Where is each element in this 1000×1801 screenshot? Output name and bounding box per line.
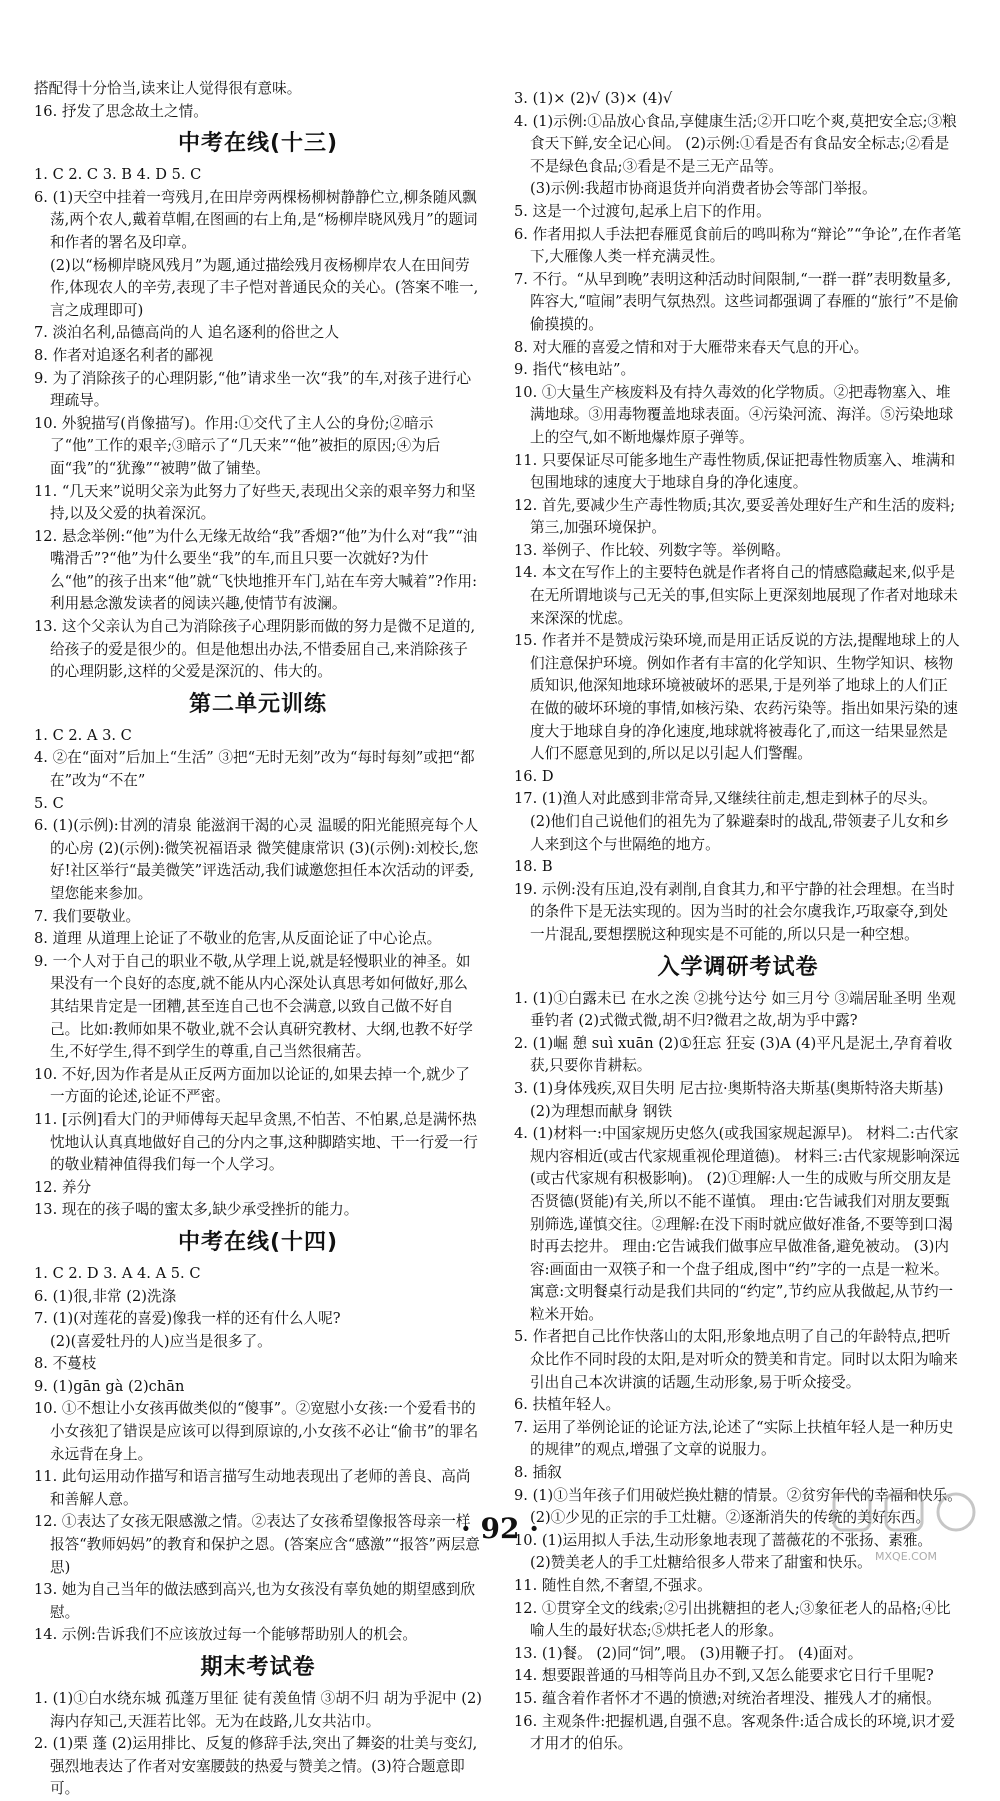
answer-line: 14. 想要跟普通的马相等尚且办不到,又怎么能要求它日行千里呢?: [514, 1667, 934, 1685]
answer-line: 13. 这个父亲认为自己为消除孩子心理阴影而做的努力是微不足道的,给孩子的爱是很少的。但是他想出办法,不惜委屈自己,来消除孩子的心理阴影,这样的父爱是深沉的、伟大的。: [34, 618, 476, 681]
section-title-unit2: 第二单元训练: [188, 691, 327, 717]
answer-line: 10. ①不想让小女孩再做类似的“傻事”。②宽慰小女孩:一个爱看书的小女孩犯了错误是应该可以得到原谅的,小女孩不必让“偷书”的罪名永远背在身上。: [34, 1400, 479, 1463]
watermark-logo: [828, 1490, 983, 1570]
answer-line: (2)赞美老人的手工灶糖给很多人带来了甜蜜和快乐。: [530, 1554, 872, 1572]
answer-line: (2)以“杨柳岸晓风残月”为题,通过描绘残月夜杨柳岸农人在田间劳作,体现农人的辛劳,表现了丰子恺对普通民众的关心。(答案不唯一,言之成理即可): [50, 256, 479, 319]
section-title-zhongkao-14: 中考在线(十四): [177, 1229, 339, 1255]
answer-line: 7. 不行。“从早到晚”表明这种活动时间限制,“一群一群”表明数量多,阵容大,“喧闹”表明气氛热烈。这些词都强调了春雁的“旅行”不是偷偷摸摸的。: [514, 270, 959, 333]
answer-line: 12. 养分: [34, 1178, 92, 1196]
answer-line: 4. ②在“面对”后加上“生活” ③把“无时无刻”改为“每时每刻”或把“都在”改为“不在”: [34, 749, 475, 790]
answer-line: 7. 运用了举例论证的论证方法,论述了“实际上扶植年轻人是一种历史的规律”的观点,增强了文章的说服力。: [514, 1418, 954, 1459]
answer-line: 7. 我们要敬业。: [34, 907, 141, 925]
answer-line: 11. 只要保证尽可能多地生产毒性物质,保证把毒性物质塞入、堆满和包围地球的速度大于地球自身的净化速度。: [514, 451, 956, 492]
answer-line: 1. C 2. D 3. A 4. A 5. C: [34, 1264, 201, 1282]
answer-line: 9. (1)①当年孩子们用破烂换灶糖的情景。②贫穷年代的幸福和快乐。 (2)①少见的正宗的手工灶糖。②逐渐消失的传统的美好东西。: [514, 1486, 962, 1527]
answer-line: 搭配得十分恰当,读来让人觉得很有意味。: [34, 80, 302, 97]
answer-line: 13. 举例子、作比较、列数字等。举例略。: [514, 541, 790, 559]
answer-line: 6. 作者用拟人手法把春雁觅食前后的鸣叫称为“辩论”“争论”,在作者笔下,大雁像人类一样充满灵性。: [514, 225, 962, 266]
page-number: · 92 ·: [461, 1512, 539, 1545]
answer-line: 18. B: [514, 858, 553, 876]
answer-line: 8. 插叙: [514, 1464, 562, 1482]
answer-line: 3. (1)× (2)√ (3)× (4)√: [514, 90, 673, 107]
answer-line: 9. 一个人对于自己的职业不敬,从学理上说,就是轻慢职业的神圣。如果没有一个良好的态度,就不能从内心深处认真思考如何做好,那么其结果肯定是一团糟,甚至连自己也不会满意,以致自己做不好自己。比如:教师如果不敬业,就不会认真研究教材、大纲,也教不好学生,不好学生,得不到学生的尊重,自己当然很痛苦。: [34, 952, 473, 1061]
answer-line: 6. (1)天空中挂着一弯残月,在田岸旁两棵杨柳树静静伫立,柳条随风飘荡,两个农人,戴着草帽,在图画的右上角,是“杨柳岸晓风残月”的题词和作者的署名及印章。: [34, 188, 478, 251]
answer-line: 5. 作者把自己比作快落山的太阳,形象地点明了自己的年龄特点,把听众比作不同时段的太阳,是对听众的赞美和肯定。同时以太阳为喻来引出自己本次讲演的话题,生动形象,易于听众接受。: [514, 1328, 958, 1391]
answer-line: 11. [示例]看大门的尹师傅每天起早贪黑,不怕苦、不怕累,总是满怀热忱地认认真真地做好自己的分内之事,这种脚踏实地、干一行爱一行的敬业精神值得我们每一个人学习。: [34, 1110, 478, 1174]
answer-line: 12. 首先,要减少生产毒性物质;其次,要妥善处理好生产和生活的废料;第三,加强环境保护。: [514, 496, 955, 537]
answer-line: 1. C 2. A 3. C: [34, 726, 132, 744]
answer-line: 13. 现在的孩子喝的蜜太多,缺少承受挫折的能力。: [34, 1201, 359, 1219]
answer-line: 2. (1)崛 憩 suì xuān (2)①狂忘 狂妄 (3)A (4)平凡是泥土,孕育着收获,只要你肯耕耘。: [514, 1034, 953, 1075]
answer-line: 9. 指代“核电站”。: [514, 361, 636, 379]
answer-line: 10. 不好,因为作者是从正反两方面加以论证的,如果去掉一个,就少了一方面的论述,论证不严密。: [34, 1065, 470, 1106]
answer-line: 17. (1)渔人对此感到非常奇异,又继续往前走,想走到林子的尽头。: [514, 790, 937, 808]
answer-line: 6. (1)(示例):甘冽的清泉 能滋润干渴的心灵 温暖的阳光能照亮每个人的心房 (2)(示例):微笑祝福语录 微笑健康常识 (3)(示例):刘校长,您好!社区举行“最美微笑”评选活动,我们诚邀您担任本次活动的评委,望您能来参加。: [34, 817, 479, 902]
answer-line: 8. 道理 从道理上论证了不敬业的危害,从反面论证了中心论点。: [34, 930, 442, 948]
answer-line: 5. 这是一个过渡句,起承上启下的作用。: [514, 202, 771, 220]
answer-line: 16. D: [514, 767, 554, 785]
answer-line: 11. 此句运用动作描写和语言描写生动地表现出了老师的善良、高尚和善解人意。: [34, 1468, 471, 1508]
answer-line: 16. 主观条件:把握机遇,自强不息。客观条件:适合成长的环境,识才爱才用才的伯乐。: [514, 1712, 955, 1753]
answer-line: (2)他们自己说他们的祖先为了躲避秦时的战乱,带领妻子儿女和乡人来到这个与世隔绝的地方。: [530, 813, 950, 853]
answer-line: 9. (1)gān gà (2)chān: [34, 1377, 185, 1395]
answer-line: 3. (1)身体残疾,双目失明 尼古拉·奥斯特洛夫斯基(奥斯特洛夫斯基) (2)为理想而献身 钢铁: [514, 1079, 944, 1120]
answer-line: 4. (1)材料一:中国家规历史悠久(或我国家规起源早)。 材料二:古代家规内容相近(或古代家规重视伦理道德)。 材料三:古代家规影响深远(或古代家规有积极影响)。 (2)①理解:人一生的成败与所交朋友是否贤德(贤能)有关,所以不能不谨慎。 理由:它告诫我们对朋友要甄别筛选,谨慎交往。②理解:在没下雨时就应做好准备,不要等到口渴时再去挖井。 理由:它告诫我们做事应早做准备,避免被动。 (3)内容:画面由一双筷子和一个盘子组成,图中“约”字的一点是一粒米。 寓意:文明餐桌行动是我们共同的“约定”,节约应从我做起,从节约一粒米开始。: [514, 1125, 960, 1323]
answer-line: 4. (1)示例:①品放心食品,享健康生活;②开口吃个爽,莫把安全忘;③粮食天下鲜,安全记心间。 (2)示例:①看是否有食品安全标志;②看是不是绿色食品;③看是不是三无产品等。: [514, 112, 957, 175]
answer-line: 1. (1)①白水绕东城 孤蓬万里征 徒有羡鱼情 ③胡不归 胡为乎泥中 (2)海内存知己,天涯若比邻。无为在歧路,儿女共沾巾。: [34, 1690, 482, 1730]
answer-line: 15. 作者并不是赞成污染环境,而是用正话反说的方法,提醒地球上的人们注意保护环境。例如作者有丰富的化学知识、生物学知识、核物质知识,他深知地球环境被破坏的恶果,于是列举了地球上的人们正在做的破坏环境的事情,如核污染、农药污染等。指出如果污染的速度大于地球自身的净化速度,地球就将被毒化了,而这一结果显然是人们不愿意见到的,所以足以引起人们警醒。: [514, 632, 960, 763]
answer-line: 6. (1)很,非常 (2)洗涤: [34, 1287, 177, 1305]
answer-line: 13. 她为自己当年的做法感到高兴,也为女孩没有辜负她的期望感到欣慰。: [34, 1581, 476, 1621]
answer-line: (3)示例:我超市协商退货并向消费者协会等部门举报。: [530, 180, 877, 198]
answer-line: 9. 为了消除孩子的心理阴影,“他”请求坐一次“我”的车,对孩子进行心理疏导。: [34, 369, 472, 410]
answer-line: 12. ①贯穿全文的线索;②引出挑糖担的老人;③象征老人的品格;④比喻人生的最好状态;⑤烘托老人的形象。: [514, 1599, 951, 1640]
answer-line: 10. ①大量生产核废料及有持久毒效的化学物质。②把毒物塞入、堆满地球。③用毒物覆盖地球表面。④污染河流、海洋。⑤污染地球上的空气,如不断地爆炸原子弹等。: [514, 383, 954, 446]
answer-line: 14. 示例:告诉我们不应该放过每一个能够帮助别人的机会。: [34, 1626, 418, 1644]
answer-line: 7. 淡泊名利,品德高尚的人 追名逐利的俗世之人: [34, 324, 340, 342]
answer-line: 19. 示例:没有压迫,没有剥削,自食其力,和平宁静的社会理想。在当时的条件下是无法实现的。因为当时的社会尔虞我诈,巧取豪夺,到处一片混乱,要想摆脱这种现实是不可能的,所以只是一种空想。: [514, 880, 955, 943]
answer-line: 6. 扶植年轻人。: [514, 1396, 621, 1414]
answer-line: 11. 随性自然,不奢望,不强求。: [514, 1577, 712, 1594]
answer-line: 2. (1)栗 蓬 (2)运用排比、反复的修辞手法,突出了舞姿的壮美与变幻,强烈地表达了作者对安塞腰鼓的热爱与赞美之情。(3)符合题意即可。: [34, 1735, 478, 1798]
answer-line: 14. 本文在写作上的主要特色就是作者将自己的情感隐藏起来,似乎是在无所谓地谈与己无关的事,但实际上更深刻地展现了作者对地球未来深深的忧虑。: [514, 564, 958, 627]
answer-line: 8. 作者对追逐名利者的鄙视: [34, 346, 214, 364]
answer-line: 12. 悬念举例:“他”为什么无缘无故给“我”香烟?“他”为什么对“我”“油嘴滑舌”?“他”为什么要坐“我”的车,而且只要一次就好?为什么“他”的孩子出来“他”就“飞快地推开车门,站在车旁大喊着”?作用:利用悬念激发读者的阅读兴趣,使情节有波澜。: [34, 527, 478, 613]
answer-line: 13. (1)餐。 (2)同“饲”,喂。 (3)用鞭子打。 (4)面对。: [514, 1644, 863, 1662]
answer-line: 15. 蕴含着作者怀才不遇的愤懑;对统治者埋没、摧残人才的痛恨。: [514, 1689, 941, 1707]
answer-line: 11. “几天来”说明父亲为此努力了好些天,表现出父亲的艰辛努力和坚持,以及父爱的执着深沉。: [34, 482, 476, 523]
answer-line: 10. (1)运用拟人手法,生动形象地表现了蔷薇花的不张扬、素雅。: [514, 1531, 933, 1549]
answer-line: 16. 抒发了思念故土之情。: [34, 102, 208, 120]
answer-line: 1. C 2. C 3. B 4. D 5. C: [34, 166, 202, 184]
answer-line: 10. 外貌描写(肖像描写)。作用:①交代了主人公的身份;②暗示了“他”工作的艰辛;③暗示了“几天来”“他”被拒的原因;④为后面“我”的“犹豫”“被聘”做了铺垫。: [34, 414, 441, 477]
answer-line: (2)(喜爱牡丹的人)应当是很多了。: [50, 1332, 272, 1350]
section-title-final-exam: 期末考试卷: [200, 1655, 316, 1680]
answer-line: 5. C: [34, 794, 64, 812]
watermark-text: MXQE.COM: [875, 1550, 937, 1563]
section-title-zhongkao-13: 中考在线(十三): [177, 131, 339, 157]
section-title-entrance-exam: 入学调研考试卷: [657, 954, 819, 980]
answer-line: 12. ①表达了女孩无限感激之情。②表达了女孩希望像报答母亲一样报答“教师妈妈”的教育和保护之恩。(答案应含“感激”“报答”两层意思): [34, 1513, 480, 1576]
answer-line: 7. (1)(对莲花的喜爱)像我一样的还有什么人呢?: [34, 1310, 341, 1328]
answer-line: 8. 对大雁的喜爱之情和对于大雁带来春天气息的开心。: [514, 338, 869, 356]
answer-line: 1. (1)①白露未已 在水之涘 ②挑兮达兮 如三月兮 ③端居耻圣明 坐观垂钓者 (2)式微式微,胡不归?微君之故,胡为乎中露?: [514, 989, 956, 1030]
answer-line: 8. 不蔓枝: [34, 1355, 97, 1373]
